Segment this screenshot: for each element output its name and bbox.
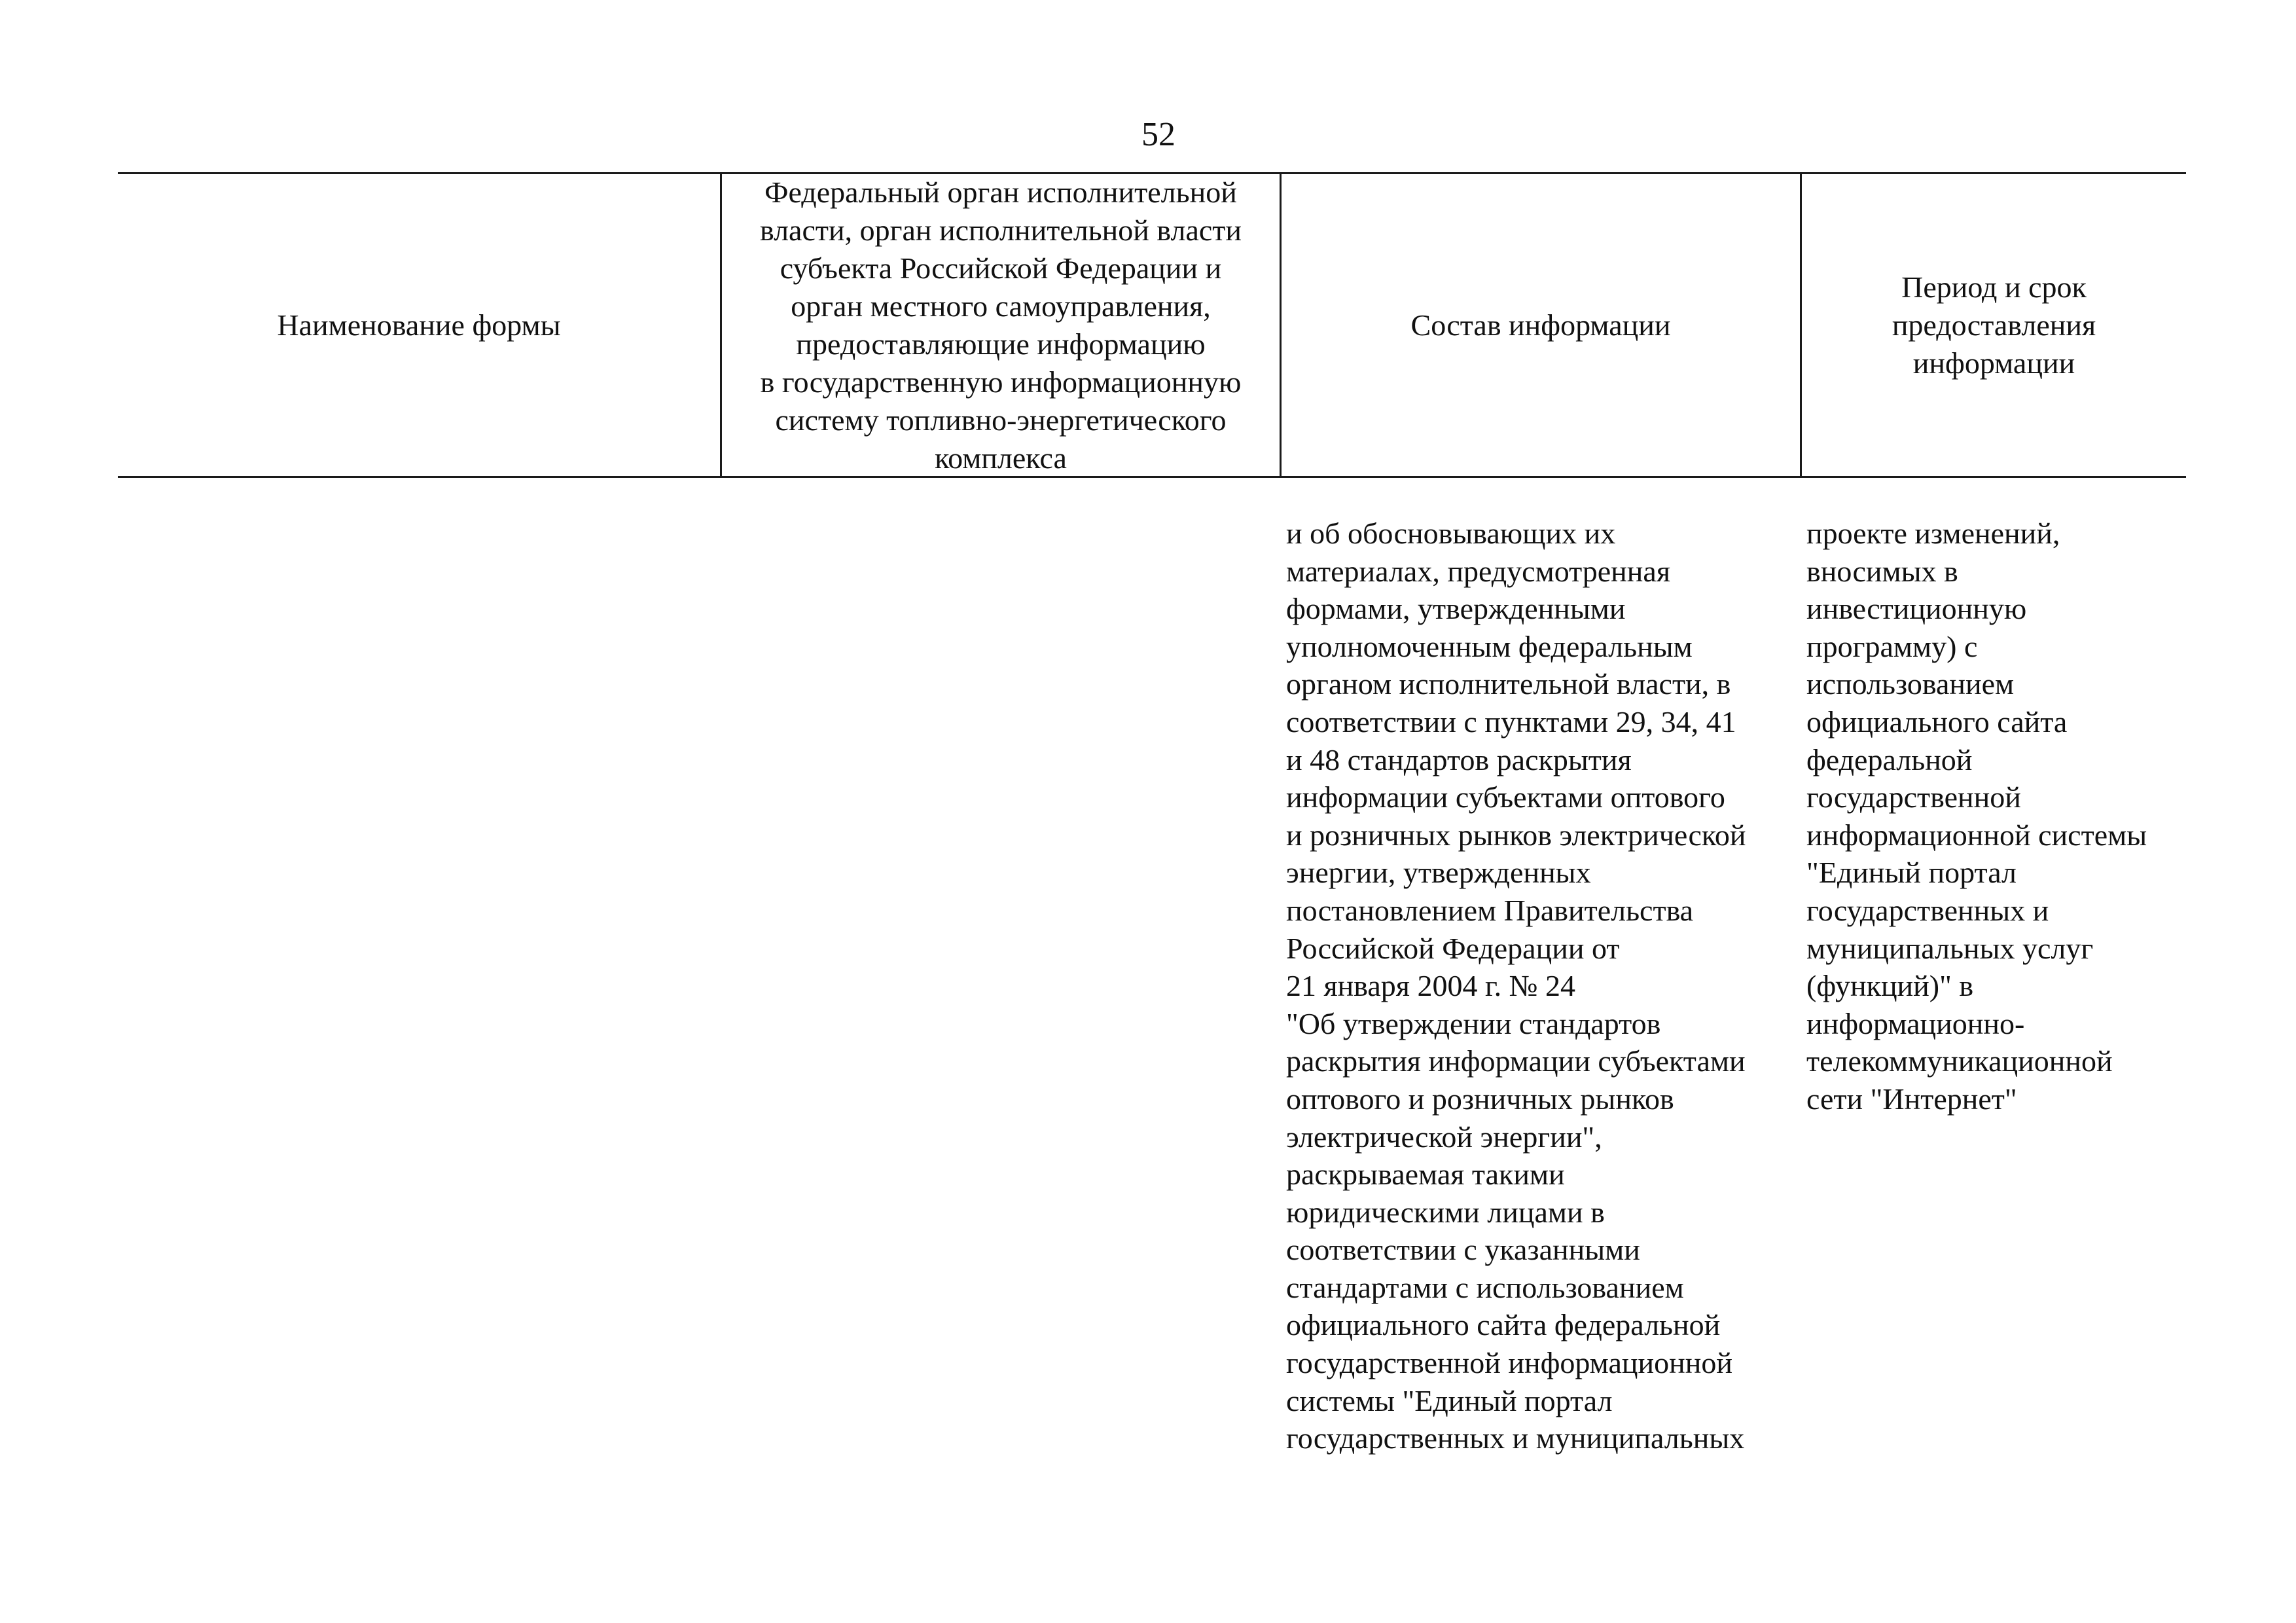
header-authority-line: комплекса	[935, 441, 1067, 475]
cell-content	[1286, 515, 1797, 1457]
content-line: раскрытия информации субъектами	[1286, 1044, 1746, 1078]
content-line: 21 января 2004 г. № 24	[1286, 969, 1576, 1003]
cell-period	[1806, 515, 2186, 1118]
header-authority	[722, 174, 1280, 476]
header-authority-line: предоставляющие информацию	[796, 327, 1206, 361]
content-line: энергии, утвержденных	[1286, 856, 1591, 890]
period-line: информационно-	[1806, 1006, 2025, 1040]
header-authority-line: Федеральный орган исполнительной	[764, 175, 1237, 209]
period-line: официального сайта	[1806, 704, 2068, 739]
content-line: электрической энергии",	[1286, 1120, 1602, 1154]
header-content: Состав информации	[1410, 308, 1671, 342]
header-period	[1802, 174, 2186, 476]
content-line: и 48 стандартов раскрытия	[1286, 742, 1632, 776]
content-line: юридическими лицами в	[1286, 1195, 1605, 1229]
period-line: "Единый портал	[1806, 856, 2017, 890]
header-form-name: Наименование формы	[277, 308, 561, 342]
content-line: Российской Федерации от	[1286, 931, 1620, 965]
header-authority-line: власти, орган исполнительной власти	[759, 213, 1242, 247]
content-line: уполномоченным федеральным	[1286, 629, 1693, 663]
header-authority-line: субъекта Российской Федерации и	[780, 251, 1222, 285]
header-authority-line: орган местного самоуправления,	[791, 289, 1211, 323]
content-line: формами, утвержденными	[1286, 592, 1626, 626]
page-number: 52	[1141, 116, 1175, 153]
content-line: и об обосновывающих их	[1286, 517, 1616, 550]
content-line: информации субъектами оптового	[1286, 780, 1725, 814]
period-line: информационной системы	[1806, 818, 2147, 852]
content-line: материалах, предусмотренная	[1286, 554, 1670, 588]
content-line: органом исполнительной власти, в	[1286, 667, 1731, 701]
period-line: вносимых в	[1806, 554, 1958, 588]
period-line: государственных и	[1806, 893, 2049, 927]
content-line: стандартами с использованием	[1286, 1270, 1684, 1304]
period-line: телекоммуникационной	[1806, 1044, 2113, 1078]
period-line: муниципальных услуг	[1806, 931, 2094, 965]
period-line: (функций)" в	[1806, 969, 1974, 1003]
header-period-line: информации	[1912, 346, 2075, 380]
period-line: инвестиционную	[1806, 592, 2027, 626]
content-line: постановлением Правительства	[1286, 893, 1694, 927]
period-line: сети "Интернет"	[1806, 1082, 2017, 1116]
content-line: официального сайта федеральной	[1286, 1308, 1721, 1342]
period-line: программу) с	[1806, 629, 1978, 663]
period-line: проекте изменений,	[1806, 517, 2060, 550]
content-line: соответствии с указанными	[1286, 1233, 1640, 1267]
content-line: соответствии с пунктами 29, 34, 41	[1286, 704, 1736, 739]
content-line: государственной информационной	[1286, 1346, 1732, 1380]
period-line: государственной	[1806, 780, 2021, 814]
content-line: и розничных рынков электрической	[1286, 818, 1746, 852]
period-line: использованием	[1806, 667, 2015, 701]
header-period-line: предоставления	[1892, 308, 2096, 342]
content-line: "Об утверждении стандартов	[1286, 1006, 1661, 1040]
content-line: государственных и муниципальных	[1286, 1421, 1745, 1455]
header-authority-line: в государственную информационную	[760, 365, 1242, 399]
content-line: системы "Единый портал	[1286, 1383, 1613, 1417]
content-line: раскрываемая такими	[1286, 1158, 1565, 1192]
content-line: оптового и розничных рынков	[1286, 1082, 1674, 1116]
header-period-line: Период и срок	[1901, 270, 2087, 304]
header-authority-line: систему топливно-энергетического	[775, 403, 1227, 437]
period-line: федеральной	[1806, 742, 1973, 776]
